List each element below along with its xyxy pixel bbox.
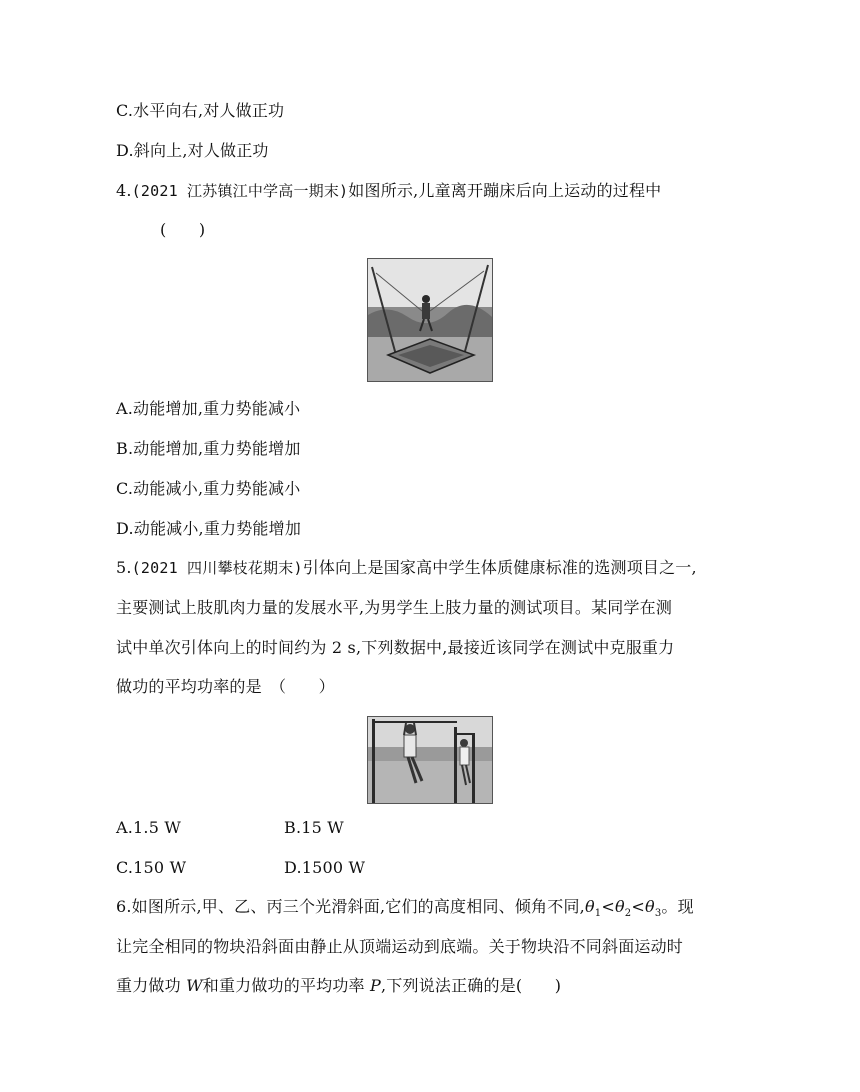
q4-number: 4. — [116, 181, 132, 200]
q5-stem-line3: 试中单次引体向上的时间约为 2 s,下列数据中,最接近该同学在测试中克服重力 — [116, 638, 675, 657]
q6-line3-text-c: ,下列说法正确的是( ) — [381, 976, 562, 995]
theta-3-subscript: 3 — [654, 908, 662, 920]
q4-option-a: A.动能增加,重力势能减小 — [116, 399, 301, 418]
q4-option-b: B.动能增加,重力势能增加 — [116, 439, 301, 458]
q5-option-d: D.1500 W — [284, 858, 366, 877]
q6-stem-line1 — [116, 897, 694, 924]
q6-stem-line3 — [116, 976, 561, 996]
theta-3: θ — [644, 897, 655, 916]
q5-option-b: B.15 W — [284, 818, 344, 837]
q6-line1-text: 6.如图所示,甲、乙、丙三个光滑斜面,它们的高度相同、倾角不同, — [116, 897, 585, 916]
q4-option-c: C.动能减小,重力势能减小 — [116, 479, 301, 498]
symbol-w: W — [186, 976, 203, 995]
q5-option-c: C.150 W — [116, 858, 187, 877]
q3-option-c: C.水平向右,对人做正功 — [116, 101, 285, 120]
q4-answer-blank: ( ) — [160, 220, 206, 239]
q3-option-d: D.斜向上,对人做正功 — [116, 141, 269, 160]
theta-2-subscript: 2 — [624, 908, 632, 920]
q6-line1-end: 。现 — [661, 897, 694, 916]
q4-stem — [116, 181, 661, 201]
less-than-1: < — [601, 897, 615, 916]
q5-stem-line4: 做功的平均功率的是 （ ） — [116, 677, 335, 696]
q6-line3-text-b: 和重力做功的平均功率 — [202, 976, 371, 995]
less-than-2: < — [631, 897, 645, 916]
pull-up-photo — [367, 716, 493, 804]
q4-source: (2021 江苏镇江中学高一期末) — [131, 182, 349, 200]
q5-stem-text: 引体向上是国家高中学生体质健康标准的选测项目之一, — [302, 558, 697, 577]
q4-option-d: D.动能减小,重力势能增加 — [116, 519, 302, 538]
q5-stem-line2: 主要测试上肢肌肉力量的发展水平,为男学生上肢力量的测试项目。某同学在测 — [116, 598, 673, 617]
q5-option-row1 — [116, 818, 181, 838]
q6-stem-line2: 让完全相同的物块沿斜面由静止从顶端运动到底端。关于物块沿不同斜面运动时 — [116, 937, 684, 956]
theta-2: θ — [614, 897, 625, 916]
q5-option-a: A.1.5 W — [116, 818, 182, 837]
q4-stem-text: 如图所示,儿童离开蹦床后向上运动的过程中 — [348, 181, 662, 200]
theta-1-subscript: 1 — [594, 908, 602, 920]
q5-stem-line1 — [116, 558, 697, 578]
theta-1: θ — [584, 897, 595, 916]
trampoline-photo — [367, 258, 493, 382]
q6-line3-text-a: 重力做功 — [116, 976, 187, 995]
q5-source: (2021 四川攀枝花期末) — [131, 559, 303, 577]
q5-number: 5. — [116, 558, 132, 577]
symbol-p: P — [370, 976, 382, 995]
